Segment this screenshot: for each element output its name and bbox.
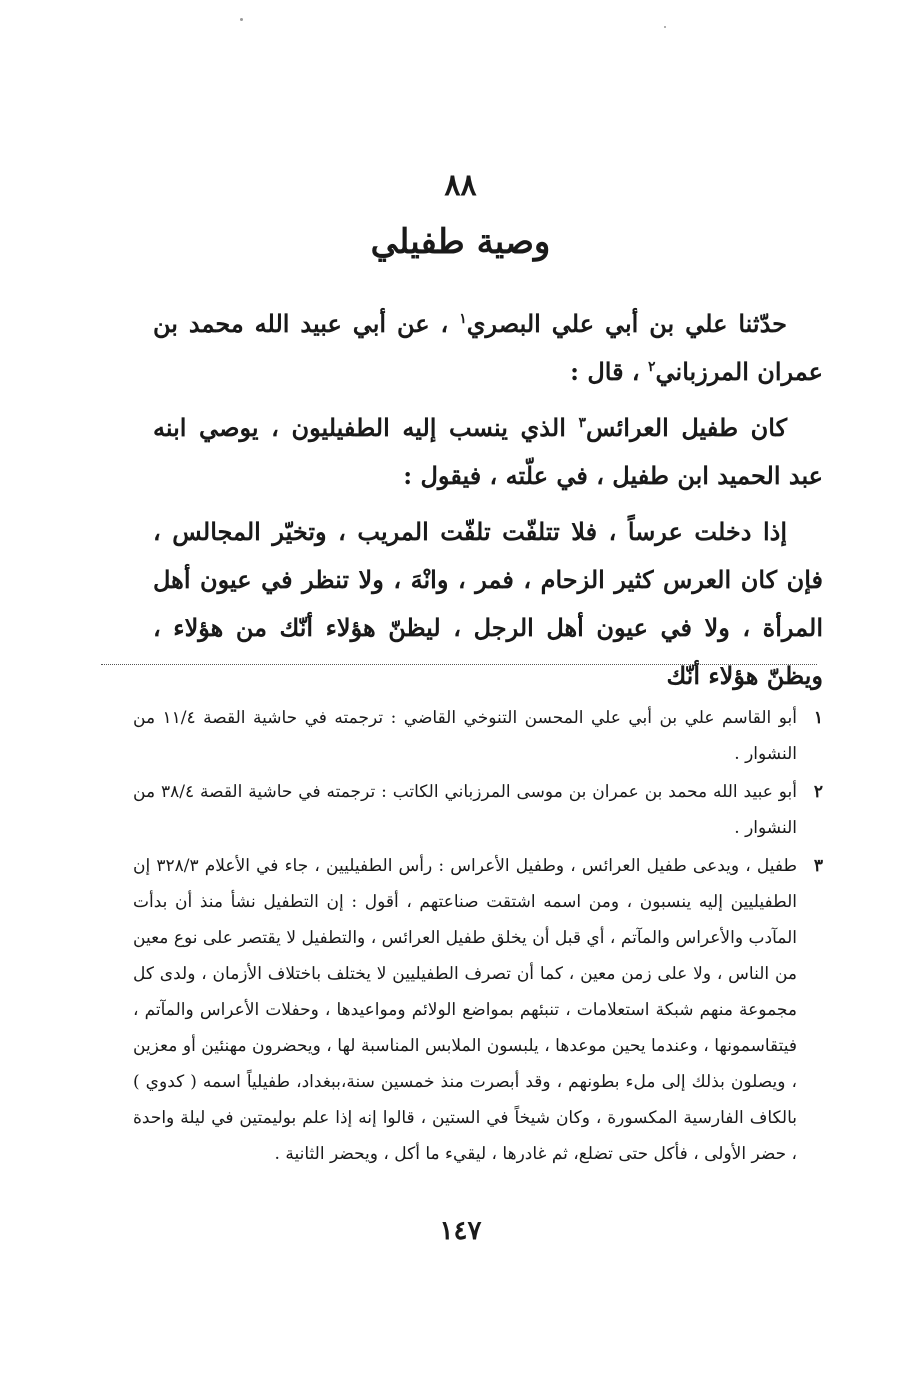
footnote-number: ٣ [813,856,823,876]
footnote-ref-1: ١ [459,311,467,327]
footnote-text: طفيل ، ويدعى طفيل العرائس ، وطفيل الأعراس : رأس الطفيليين ، جاء في الأعلام ٣٢٨/٣ إن الطفيليين إليه ينسبون ، ومن اسمه اشتقت صناعتهم ، أقول : إن التطفيل نشأ منذ أن بدأت المآدب والأعراس والمآتم ، أي قبل أن يخلق طفيل العرائس ، والتطفيل لا يقتصر على نوع معين من الناس ، ولا على زمن معين ، كما أن تصرف الطفيليين لا يختلف باختلاف الأزمان ، ولدى كل مجموعة منهم شبكة استعلامات ، تنبئهم بمواضع الولائم ومواعيدها ، وحفلات الأعراس والمآتم ، فيتقاسمونها ، وعندما يحين موعدها ، يلبسون الملابس المناسبة لها ، ويحضرون مهنئين أو معزين ، ويصلون بذلك إلى ملء بطونهم ، وقد أبصرت منذ خمسين سنة،ببغداد، طفيلياً اسمه ( كدوي ) بالكاف الفارسية المكسورة ، وكان شيخاً في الستين ، قالوا إنه إذا علم بوليمتين في ليلة واحدة ، حضر الأولى ، فأكل حتى تضلع، ثم غادرها ، ليقيء ما أكل ، ويحضر الثانية . [133,856,797,1164]
page-number: ١٤٧ [439,1216,482,1246]
story-number: ٨٨ [444,168,477,203]
footnote-text: أبو القاسم علي بن أبي علي المحسن التنوخي القاضي : ترجمته في حاشية القصة ١١/٤ من النشوار . [133,708,798,764]
scan-speck [240,18,243,21]
paragraph-2 [153,404,823,500]
footnote-number: ٢ [813,782,823,802]
paragraph-1-part-2: ، عن أبي عبيد الله محمد بن عمران المرزباني [153,309,823,386]
footnote-divider [101,664,817,665]
story-title: وصية طفيلي [370,222,551,262]
footnote-3 [133,848,823,1172]
footnote-2 [133,774,823,846]
footnote-ref-3: ٣ [578,415,587,431]
footnote-1 [133,700,823,772]
scan-speck [664,26,666,28]
paragraph-3: إذا دخلت عرساً ، فلا تتلفّت تلفّت المريب ، وتخيّر المجالس ، فإن كان العرس كثير الزحام ، فمر ، وانْهَ ، ولا تنظر في عيون أهل المرأة ، ولا في عيون أهل الرجل ، ليظنّ هؤلاء أنّك من هؤلاء ، ويظنّ هؤلاء أنّك [153,517,823,690]
story-body [153,300,823,708]
footnote-number: ١ [813,708,823,728]
footnotes [133,700,823,1174]
paragraph-1 [153,300,823,396]
paragraph-1-part-1: حدّثنا علي بن أبي علي البصري [466,309,788,338]
paragraph-1-part-3: ، قال : [570,357,649,386]
paragraph-2-part-1: كان طفيل العرائس [586,413,788,442]
footnote-text: أبو عبيد الله محمد بن عمران بن موسى المرزباني الكاتب : ترجمته في حاشية القصة ٣٨/٤ من النشوار . [133,782,797,838]
paragraph-2-part-2: الذي ينسب إليه الطفيليون ، يوصي ابنه عبد الحميد ابن طفيل ، في علّته ، فيقول : [153,413,823,490]
footnote-ref-2: ٢ [648,359,656,375]
